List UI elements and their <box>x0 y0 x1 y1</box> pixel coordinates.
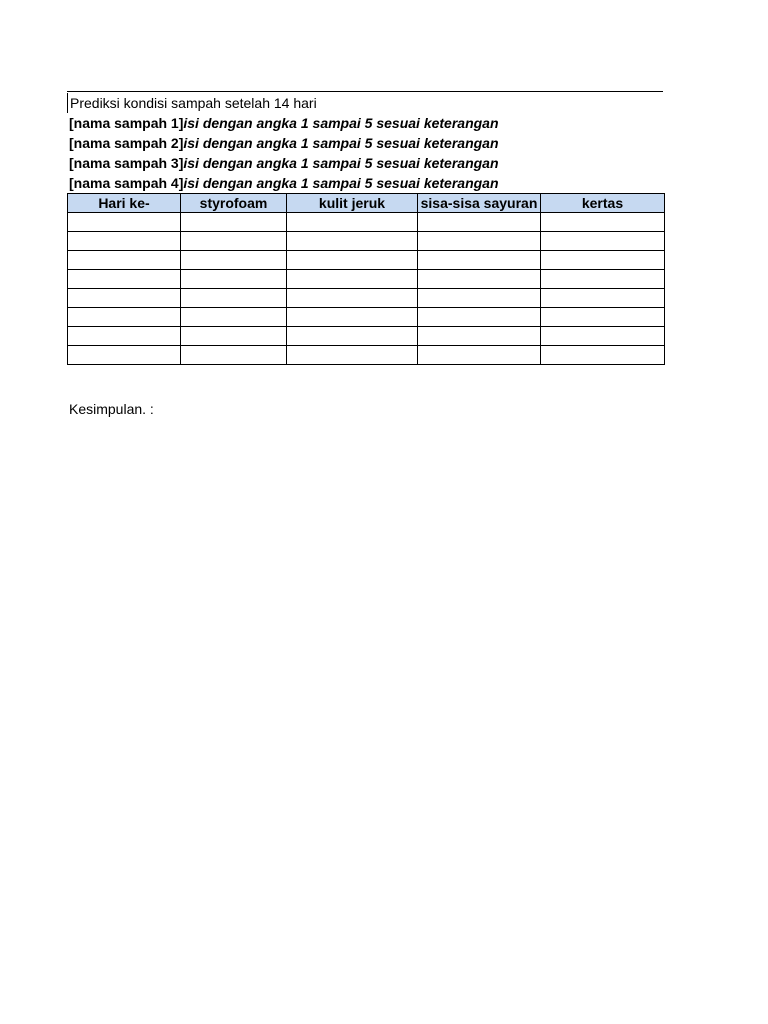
instruction-hint: isi dengan angka 1 sampai 5 sesuai keterangan <box>183 175 499 191</box>
table-cell[interactable] <box>287 327 418 346</box>
table-cell[interactable] <box>181 251 287 270</box>
table-cell[interactable] <box>418 232 541 251</box>
table-row <box>68 270 665 289</box>
column-header-day: Hari ke- <box>68 194 181 213</box>
table-cell[interactable] <box>418 346 541 365</box>
table-cell[interactable] <box>287 213 418 232</box>
table-cell[interactable] <box>541 270 665 289</box>
instruction-hint: isi dengan angka 1 sampai 5 sesuai keterangan <box>183 115 499 131</box>
column-header-styrofoam: styrofoam <box>181 194 287 213</box>
conclusion-label: Kesimpulan. : <box>69 401 154 417</box>
table-cell[interactable] <box>68 270 181 289</box>
instruction-hint: isi dengan angka 1 sampai 5 sesuai keterangan <box>183 135 499 151</box>
table-cell[interactable] <box>68 232 181 251</box>
table-cell[interactable] <box>541 251 665 270</box>
table-cell[interactable] <box>68 346 181 365</box>
observation-table <box>67 193 665 365</box>
instruction-name: [nama sampah 4] <box>69 175 184 191</box>
table-cell[interactable] <box>287 346 418 365</box>
table-cell[interactable] <box>68 327 181 346</box>
table-cell[interactable] <box>181 346 287 365</box>
table-cell[interactable] <box>287 251 418 270</box>
instruction-row-3 <box>69 153 663 173</box>
column-header-orange-peel: kulit jeruk <box>287 194 418 213</box>
top-border-line <box>67 91 663 92</box>
table-row <box>68 289 665 308</box>
table-cell[interactable] <box>181 213 287 232</box>
instruction-row-4 <box>69 173 663 193</box>
table-cell[interactable] <box>68 308 181 327</box>
table-cell[interactable] <box>541 308 665 327</box>
instruction-name: [nama sampah 2] <box>69 135 184 151</box>
table-header-row <box>68 194 665 213</box>
table-cell[interactable] <box>541 232 665 251</box>
table-row <box>68 327 665 346</box>
table-cell[interactable] <box>418 251 541 270</box>
table-cell[interactable] <box>418 213 541 232</box>
table-cell[interactable] <box>418 270 541 289</box>
table-cell[interactable] <box>181 232 287 251</box>
instruction-list <box>69 113 663 193</box>
table-cell[interactable] <box>541 327 665 346</box>
table-cell[interactable] <box>287 289 418 308</box>
instruction-name: [nama sampah 3] <box>69 155 184 171</box>
table-row <box>68 308 665 327</box>
document-title: Prediksi kondisi sampah setelah 14 hari <box>67 93 663 113</box>
table-cell[interactable] <box>418 289 541 308</box>
table-cell[interactable] <box>181 270 287 289</box>
table-cell[interactable] <box>418 308 541 327</box>
column-header-vegetable-scraps: sisa-sisa sayuran <box>418 194 541 213</box>
table-cell[interactable] <box>541 289 665 308</box>
table-body <box>68 213 665 365</box>
instruction-row-1 <box>69 113 663 133</box>
table-cell[interactable] <box>418 327 541 346</box>
instruction-name: [nama sampah 1] <box>69 115 184 131</box>
table-cell[interactable] <box>541 346 665 365</box>
table-cell[interactable] <box>68 251 181 270</box>
instruction-row-2 <box>69 133 663 153</box>
table-row <box>68 346 665 365</box>
table-row <box>68 232 665 251</box>
table-cell[interactable] <box>181 327 287 346</box>
table-cell[interactable] <box>181 308 287 327</box>
table-cell[interactable] <box>287 308 418 327</box>
table-cell[interactable] <box>541 213 665 232</box>
table-cell[interactable] <box>181 289 287 308</box>
table-cell[interactable] <box>287 232 418 251</box>
column-header-paper: kertas <box>541 194 665 213</box>
table-cell[interactable] <box>287 270 418 289</box>
table-row <box>68 213 665 232</box>
table-cell[interactable] <box>68 289 181 308</box>
instruction-hint: isi dengan angka 1 sampai 5 sesuai keterangan <box>183 155 499 171</box>
table-cell[interactable] <box>68 213 181 232</box>
table-row <box>68 251 665 270</box>
